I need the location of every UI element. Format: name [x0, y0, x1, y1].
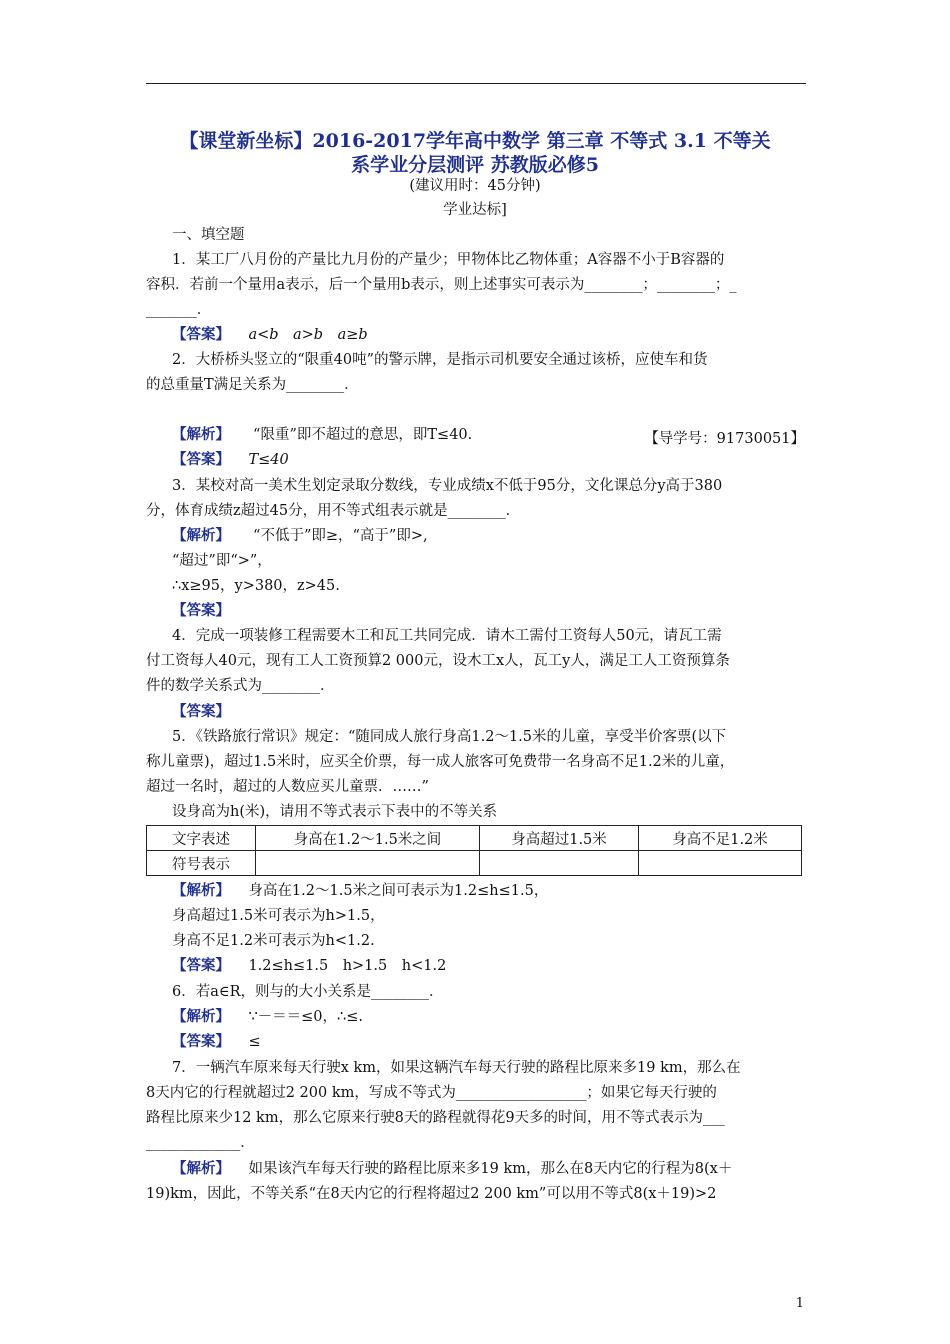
table-cell: 身高不足1.2米 — [639, 826, 802, 851]
table-cell: 身高超过1.5米 — [480, 826, 639, 851]
q5-analysis-line2: 身高超过1.5米可表示为h>1.5， — [172, 908, 385, 924]
part-heading: 一、填空题 — [172, 227, 245, 243]
inequality-table — [146, 825, 802, 876]
q6-line1: 6．若a∈R，则与的大小关系是________． — [172, 984, 444, 1000]
answer-tag: 【答案】 — [172, 1033, 230, 1050]
table-row — [147, 851, 802, 876]
q5-line4: 设身高为h(米)，请用不等式表示下表中的不等关系 — [172, 804, 498, 820]
q4-line2: 付工资每人40元，现有工人工资预算2 000元，设木工x人，瓦工y人，满足工人工资预算条 — [146, 653, 730, 669]
q5-line3: 超过一名时，超过的人数应买儿童票．……” — [146, 779, 429, 795]
q2-analysis-text: “限重”即不超过的意思，即T≤40. — [253, 427, 473, 443]
q1-line1: 1．某工厂八月份的产量比九月份的产量少；甲物体比乙物体重；A容器不小于B容器的 — [172, 252, 725, 268]
answer-tag: 【答案】 — [172, 451, 230, 468]
answer-tag: 【答案】 — [172, 703, 230, 720]
analysis-tag: 【解析】 — [172, 882, 230, 899]
q3-line1: 3．某校对高一美术生划定录取分数线，专业成绩x不低于95分，文化课总分y高于380 — [172, 478, 723, 494]
section-heading: 学业达标] — [443, 202, 507, 218]
q4-line3: 件的数学关系式为________． — [146, 678, 335, 694]
q5-analysis — [172, 881, 548, 901]
q3-line2: 分，体育成绩z超过45分，用不等式组表示就是________． — [146, 503, 521, 519]
q7-line3: 路程比原来少12 km，那么它原来行驶8天的路程就得花9天多的时间，用不等式表示为___ — [146, 1110, 725, 1126]
answer-tag: 【答案】 — [172, 957, 230, 974]
q1-line3: _______． — [146, 302, 212, 318]
q3-analysis-line3: ∴x≥95，y>380，z>45. — [172, 578, 340, 594]
q7-line1: 7．一辆汽车原来每天行驶x km，如果这辆汽车每天行驶的路程比原来多19 km，那么在 — [172, 1060, 741, 1076]
table-cell — [480, 851, 639, 876]
q2-line1: 2．大桥桥头竖立的“限重40吨”的警示牌，是指示司机要安全通过该桥，应使车和货 — [172, 352, 708, 368]
q3-analysis-text: “不低于”即≥，“高于”即>, — [253, 528, 428, 544]
page-number: 1 — [795, 1296, 804, 1311]
q5-analysis-text: 身高在1.2～1.5米之间可表示为1.2≤h≤1.5， — [248, 883, 549, 899]
q2-line2: 的总重量T满足关系为________． — [146, 377, 359, 393]
q6-analysis — [172, 1007, 363, 1027]
q5-analysis-line3: 身高不足1.2米可表示为h<1.2. — [172, 933, 375, 949]
q7-analysis-line2: 19)km，因此，不等关系“在8天内它的行程将超过2 200 km”可以用不等式8(x＋19)>2 — [146, 1186, 717, 1202]
doc-title-line1: 【课堂新坐标】2016-2017学年高中数学 第三章 不等式 3.1 不等关 — [179, 130, 771, 152]
q3-answer — [172, 601, 230, 621]
q5-answer — [172, 956, 446, 976]
q7-analysis-text: 如果该汽车每天行驶的路程比原来多19 km，那么在8天内它的行程为8(x＋ — [248, 1161, 733, 1177]
q4-answer — [172, 702, 230, 722]
doc-title-line2: 系学业分层测评 苏教版必修5 — [351, 154, 599, 176]
answer-tag: 【答案】 — [172, 602, 230, 619]
analysis-tag: 【解析】 — [172, 527, 230, 544]
q1-answer — [172, 325, 368, 345]
q7-analysis — [172, 1159, 732, 1179]
table-row — [147, 826, 802, 851]
q3-analysis-line2: “超过”即“>”， — [172, 553, 272, 569]
q2-guide-number: 【导学号：91730051】 — [644, 431, 805, 447]
q7-line4: _____________． — [146, 1135, 255, 1151]
q6-answer — [172, 1032, 261, 1052]
table-cell — [256, 851, 480, 876]
analysis-tag: 【解析】 — [172, 1160, 230, 1177]
q2-analysis — [172, 425, 472, 445]
q6-analysis-text: ∵－＝＝≤0，∴≤. — [248, 1009, 364, 1025]
q7-line2: 8天内它的行程就超过2 200 km，写成不等式为__________________；如果它每天行驶的 — [146, 1085, 717, 1101]
q3-analysis — [172, 526, 428, 546]
table-cell — [639, 851, 802, 876]
q2-answer-text: T≤40 — [248, 452, 289, 468]
table-cell: 身高在1.2～1.5米之间 — [256, 826, 480, 851]
table-cell: 符号表示 — [147, 851, 256, 876]
q5-line1: 5．《铁路旅行常识》规定：“随同成人旅行身高1.2～1.5米的儿童，享受半价客票(以下 — [172, 729, 727, 745]
q1-line2: 容积．若前一个量用a表示，后一个量用b表示，则上述事实可表示为________；________；_ — [146, 277, 737, 293]
q5-line2: 称儿童票)，超过1.5米时，应买全价票，每一成人旅客可免费带一名身高不足1.2米的儿童， — [146, 754, 735, 770]
analysis-tag: 【解析】 — [172, 1008, 230, 1025]
time-hint: (建议用时：45分钟) — [409, 178, 541, 194]
q6-answer-text: ≤ — [248, 1034, 261, 1050]
q2-answer — [172, 450, 289, 470]
header-rule — [146, 83, 806, 84]
q1-answer-text: a<b a>b a≥b — [248, 327, 368, 343]
answer-tag: 【答案】 — [172, 326, 230, 343]
analysis-tag: 【解析】 — [172, 426, 230, 443]
q5-answer-text: 1.2≤h≤1.5 h>1.5 h<1.2 — [248, 958, 447, 974]
table-cell: 文字表述 — [147, 826, 256, 851]
q4-line1: 4．完成一项装修工程需要木工和瓦工共同完成．请木工需付工资每人50元，请瓦工需 — [172, 628, 722, 644]
